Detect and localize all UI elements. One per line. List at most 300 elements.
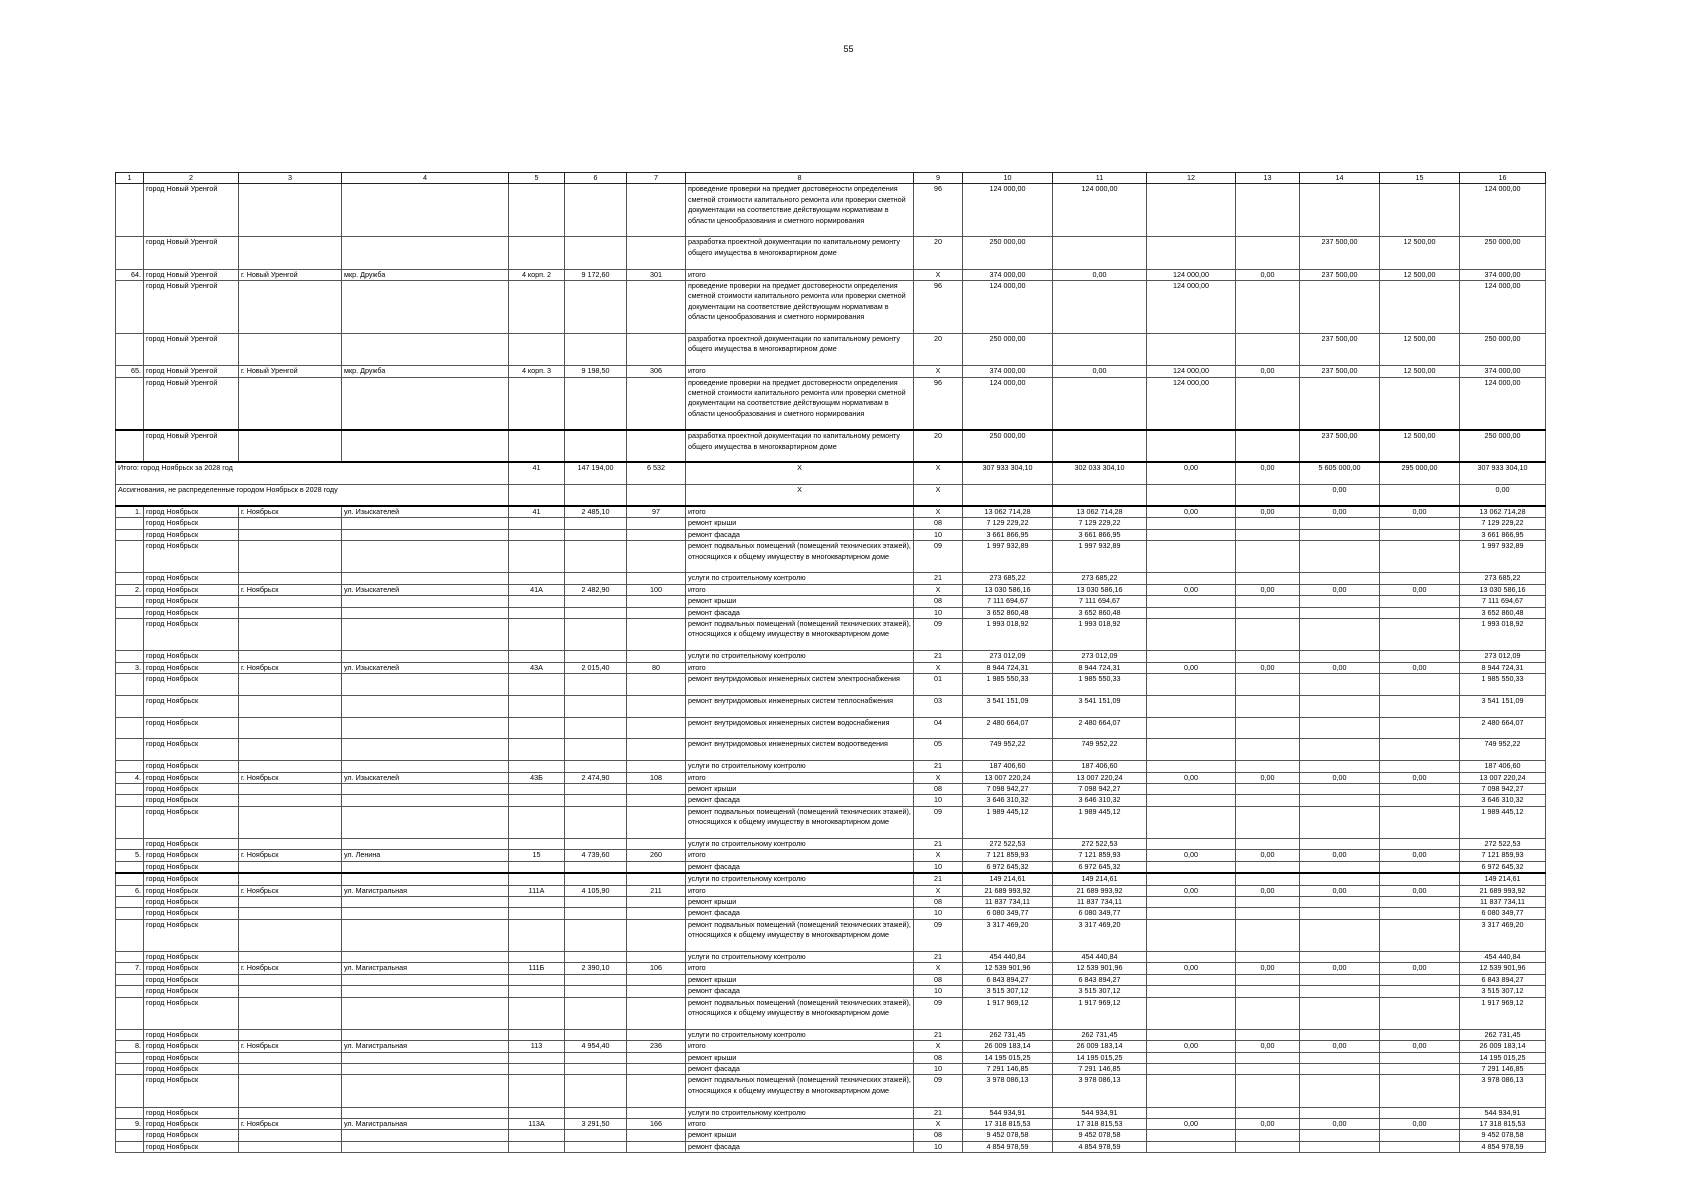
amount-cell [1300,873,1380,885]
amount-cell: 0,00 [1460,484,1546,506]
table-row [116,573,1546,584]
table-row [116,584,1546,595]
row-number [116,529,144,540]
work-type-cell: итого [686,584,914,595]
column-header: 6 [565,173,627,184]
amount-cell: 3 646 310,32 [1053,795,1147,806]
municipality-cell: город Ноябрьск [144,1075,239,1107]
street-cell: ул. Изыскателей [342,584,509,595]
amount-cell [1053,281,1147,334]
amount-cell [1236,795,1300,806]
row-number: 9. [116,1118,144,1129]
row-number: 5. [116,850,144,861]
amount-cell [1380,1141,1460,1152]
table-row [116,281,1546,334]
table-row [116,861,1546,873]
area-cell [565,430,627,462]
area-cell [565,896,627,907]
house-cell [509,334,565,366]
table-row [116,695,1546,717]
residents-cell [627,695,686,717]
street-cell: ул. Магистральная [342,963,509,974]
amount-cell [1300,596,1380,607]
amount-cell [1300,1075,1380,1107]
amount-cell: 0,00 [1147,963,1236,974]
table-row [116,1029,1546,1040]
work-type-cell: разработка проектной документации по капитальному ремонту общего имущества в многоквартирном доме [686,430,914,462]
amount-cell: 262 731,45 [1460,1029,1546,1040]
amount-cell: 13 007 220,24 [1053,772,1147,783]
amount-cell [963,484,1053,506]
amount-cell: 273 685,22 [963,573,1053,584]
amount-cell [1300,281,1380,334]
amount-cell: 262 731,45 [963,1029,1053,1040]
city-cell [239,1107,342,1118]
area-cell [565,281,627,334]
amount-cell: 124 000,00 [1460,281,1546,334]
work-type-cell: ремонт крыши [686,518,914,529]
amount-cell: 3 652 860,48 [1053,607,1147,618]
area-cell [565,1063,627,1074]
municipality-cell: город Ноябрьск [144,607,239,618]
amount-cell: 7 121 859,93 [963,850,1053,861]
amount-cell: 0,00 [1236,366,1300,377]
amount-cell [1380,607,1460,618]
house-cell [509,237,565,269]
amount-cell: 14 195 015,25 [1460,1052,1546,1063]
table-row [116,1041,1546,1052]
table-row [116,717,1546,739]
municipality-cell: город Ноябрьск [144,997,239,1029]
street-cell [342,430,509,462]
amount-cell: 11 837 734,11 [963,896,1053,907]
amount-cell [1147,695,1236,717]
street-cell [342,861,509,873]
amount-cell: 13 030 586,16 [1053,584,1147,595]
row-number [116,651,144,662]
area-cell [565,919,627,951]
residents-cell [627,607,686,618]
city-cell [239,1063,342,1074]
city-cell [239,518,342,529]
table-row [116,529,1546,540]
area-cell [565,673,627,695]
amount-cell: 3 317 469,20 [1460,919,1546,951]
amount-cell [1236,237,1300,269]
work-type-cell: ремонт внутридомовых инженерных систем водоснабжения [686,717,914,739]
work-type-cell: ремонт фасада [686,986,914,997]
amount-cell: 12 539 901,96 [1053,963,1147,974]
amount-cell [1147,739,1236,761]
table-row [116,607,1546,618]
amount-cell: 0,00 [1236,662,1300,673]
row-number [116,237,144,269]
amount-cell [1380,618,1460,650]
municipality-cell: город Ноябрьск [144,963,239,974]
amount-cell: 124 000,00 [963,281,1053,334]
street-cell [342,908,509,919]
area-cell [565,518,627,529]
work-code-cell: 10 [914,861,963,873]
amount-cell: 3 661 866,95 [1460,529,1546,540]
amount-cell [1380,806,1460,838]
area-cell [565,651,627,662]
amount-cell [1053,377,1147,430]
amount-cell [1147,541,1236,573]
work-code-cell: 21 [914,573,963,584]
amount-cell [1236,529,1300,540]
amount-cell: 149 214,61 [1053,873,1147,885]
amount-cell: 12 500,00 [1380,430,1460,462]
table-row [116,1107,1546,1118]
amount-cell [1300,1029,1380,1040]
amount-cell [1147,997,1236,1029]
street-cell [342,1107,509,1118]
amount-cell [1147,1130,1236,1141]
work-type-cell: услуги по строительному контролю [686,761,914,772]
amount-cell [1147,573,1236,584]
amount-cell: 1 989 445,12 [963,806,1053,838]
amount-cell: 124 000,00 [963,184,1053,237]
amount-cell [1380,908,1460,919]
amount-cell [1236,184,1300,237]
work-type-cell: ремонт фасада [686,1141,914,1152]
amount-cell [1300,896,1380,907]
work-code-cell: 09 [914,997,963,1029]
row-number [116,1029,144,1040]
amount-cell [1147,529,1236,540]
amount-cell [1147,986,1236,997]
amount-cell [1380,997,1460,1029]
amount-cell [1380,1052,1460,1063]
street-cell: ул. Магистральная [342,885,509,896]
amount-cell: 26 009 183,14 [1460,1041,1546,1052]
street-cell: мкр. Дружба [342,269,509,280]
row-number [116,761,144,772]
work-type-cell: ремонт крыши [686,1130,914,1141]
house-cell [509,618,565,650]
municipality-cell: город Ноябрьск [144,795,239,806]
work-type-cell: услуги по строительному контролю [686,573,914,584]
amount-cell [1300,529,1380,540]
amount-cell [1236,596,1300,607]
city-cell: г. Ноябрьск [239,662,342,673]
work-code-cell: 21 [914,1107,963,1118]
city-cell: г. Ноябрьск [239,1118,342,1129]
municipality-cell: город Новый Уренгой [144,237,239,269]
amount-cell: 0,00 [1147,1118,1236,1129]
amount-cell: 0,00 [1053,366,1147,377]
work-type-cell: Х [686,484,914,506]
amount-cell: 0,00 [1147,885,1236,896]
amount-cell: 17 318 815,53 [1460,1118,1546,1129]
amount-cell: 6 080 349,77 [963,908,1053,919]
table-row [116,795,1546,806]
municipality-cell: город Новый Уренгой [144,184,239,237]
amount-cell: 7 111 694,67 [1053,596,1147,607]
municipality-cell: город Ноябрьск [144,573,239,584]
street-cell [342,1052,509,1063]
row-number [116,919,144,951]
amount-cell: 11 837 734,11 [1053,896,1147,907]
residents-cell: 166 [627,1118,686,1129]
amount-cell [1236,484,1300,506]
table-row [116,662,1546,673]
area-cell [565,695,627,717]
amount-cell: 0,00 [1236,850,1300,861]
amount-cell: 2 480 664,07 [1460,717,1546,739]
residents-cell: 301 [627,269,686,280]
street-cell [342,739,509,761]
amount-cell: 0,00 [1236,462,1300,484]
street-cell [342,184,509,237]
column-header: 12 [1147,173,1236,184]
table-row [116,997,1546,1029]
amount-cell: 250 000,00 [1460,237,1546,269]
work-code-cell: 10 [914,908,963,919]
amount-cell: 6 843 894,27 [963,974,1053,985]
residents-cell: 306 [627,366,686,377]
work-code-cell: Х [914,850,963,861]
house-cell [509,974,565,985]
amount-cell: 544 934,91 [1460,1107,1546,1118]
house-cell [509,1075,565,1107]
work-type-cell: ремонт крыши [686,596,914,607]
city-cell [239,861,342,873]
work-code-cell: 21 [914,873,963,885]
amount-cell: 1 993 018,92 [1053,618,1147,650]
municipality-cell: город Новый Уренгой [144,269,239,280]
work-type-cell: ремонт крыши [686,896,914,907]
amount-cell: 2 480 664,07 [1053,717,1147,739]
table-row [116,963,1546,974]
amount-cell [1147,919,1236,951]
residents-cell [627,997,686,1029]
amount-cell [1300,974,1380,985]
house-cell [509,908,565,919]
house-cell: 4 корп. 3 [509,366,565,377]
table-row [116,908,1546,919]
residents-cell [627,484,686,506]
amount-cell: 1 989 445,12 [1053,806,1147,838]
amount-cell: 7 111 694,67 [1460,596,1546,607]
amount-cell [1236,1130,1300,1141]
city-cell [239,377,342,430]
area-cell [565,838,627,849]
house-cell [509,1130,565,1141]
amount-cell: 7 121 859,93 [1053,850,1147,861]
area-cell [565,1052,627,1063]
amount-cell [1380,873,1460,885]
amount-cell: 7 121 859,93 [1460,850,1546,861]
work-type-cell: итого [686,1118,914,1129]
street-cell: ул. Магистральная [342,1118,509,1129]
city-cell [239,838,342,849]
amount-cell: 262 731,45 [1053,1029,1147,1040]
amount-cell [1300,861,1380,873]
table-row [116,974,1546,985]
amount-cell: 187 406,60 [963,761,1053,772]
amount-cell: 14 195 015,25 [1053,1052,1147,1063]
amount-cell [1236,761,1300,772]
house-cell [509,795,565,806]
amount-cell [1053,430,1147,462]
amount-cell [1147,951,1236,962]
amount-cell [1236,919,1300,951]
amount-cell [1236,1029,1300,1040]
amount-cell [1236,541,1300,573]
amount-cell: 124 000,00 [1147,366,1236,377]
house-cell [509,651,565,662]
amount-cell: 8 944 724,31 [1460,662,1546,673]
amount-cell: 124 000,00 [1053,184,1147,237]
amount-cell [1380,529,1460,540]
street-cell [342,237,509,269]
residents-cell: 106 [627,963,686,974]
street-cell [342,1141,509,1152]
table-row [116,430,1546,462]
amount-cell: 1 985 550,33 [1053,673,1147,695]
house-cell [509,430,565,462]
residents-cell: 108 [627,772,686,783]
amount-cell: 4 854 978,59 [963,1141,1053,1152]
row-number: 64. [116,269,144,280]
municipality-cell: город Ноябрьск [144,1052,239,1063]
work-code-cell: Х [914,584,963,595]
work-code-cell: Х [914,506,963,518]
residents-cell: 260 [627,850,686,861]
amount-cell [1147,673,1236,695]
amount-cell: 302 033 304,10 [1053,462,1147,484]
row-number: 3. [116,662,144,673]
work-code-cell: 08 [914,1130,963,1141]
residents-cell: 211 [627,885,686,896]
residents-cell [627,541,686,573]
amount-cell: 7 098 942,27 [1460,783,1546,794]
street-cell [342,1075,509,1107]
table-row [116,237,1546,269]
street-cell [342,529,509,540]
amount-cell: 237 500,00 [1300,366,1380,377]
city-cell [239,334,342,366]
row-number [116,739,144,761]
municipality-cell: город Ноябрьск [144,806,239,838]
amount-cell: 13 030 586,16 [1460,584,1546,595]
amount-cell: 124 000,00 [1460,377,1546,430]
amount-cell [1236,1141,1300,1152]
row-number [116,1075,144,1107]
amount-cell [1300,1063,1380,1074]
area-cell: 2 474,90 [565,772,627,783]
row-number [116,673,144,695]
area-cell: 4 739,60 [565,850,627,861]
amount-cell: 26 009 183,14 [1053,1041,1147,1052]
row-number: 4. [116,772,144,783]
table-body [116,173,1546,1153]
amount-cell [1236,861,1300,873]
amount-cell: 0,00 [1147,584,1236,595]
amount-cell [1236,997,1300,1029]
area-cell: 4 105,90 [565,885,627,896]
amount-cell [1147,651,1236,662]
city-cell: г. Новый Уренгой [239,366,342,377]
work-type-cell: итого [686,963,914,974]
amount-cell [1236,1063,1300,1074]
house-cell [509,1063,565,1074]
house-cell [509,184,565,237]
column-header: 11 [1053,173,1147,184]
amount-cell [1236,673,1300,695]
table-row [116,596,1546,607]
street-cell: ул. Изыскателей [342,662,509,673]
row-number [116,518,144,529]
amount-cell [1236,618,1300,650]
amount-cell: 6 080 349,77 [1460,908,1546,919]
amount-cell: 187 406,60 [1053,761,1147,772]
row-number [116,873,144,885]
amount-cell [1300,795,1380,806]
amount-cell: 307 933 304,10 [1460,462,1546,484]
work-code-cell: 10 [914,1141,963,1152]
municipality-cell: город Ноябрьск [144,529,239,540]
work-type-cell: услуги по строительному контролю [686,1107,914,1118]
amount-cell: 12 500,00 [1380,334,1460,366]
amount-cell [1300,951,1380,962]
amount-cell [1300,1052,1380,1063]
city-cell [239,430,342,462]
work-code-cell: Х [914,885,963,896]
street-cell [342,695,509,717]
street-cell [342,919,509,951]
residents-cell [627,281,686,334]
area-cell [565,596,627,607]
amount-cell [1380,695,1460,717]
street-cell [342,951,509,962]
area-cell [565,951,627,962]
house-cell [509,541,565,573]
table-row [116,377,1546,430]
amount-cell: 1 993 018,92 [1460,618,1546,650]
amount-cell [1380,783,1460,794]
city-cell [239,717,342,739]
column-header: 4 [342,173,509,184]
work-code-cell: 09 [914,618,963,650]
work-code-cell: Х [914,1118,963,1129]
amount-cell [1300,997,1380,1029]
residents-cell: 80 [627,662,686,673]
amount-cell [1236,739,1300,761]
area-cell [565,1107,627,1118]
residents-cell [627,861,686,873]
amount-cell: 3 646 310,32 [1460,795,1546,806]
work-code-cell: 10 [914,529,963,540]
amount-cell [1147,334,1236,366]
table-row [116,772,1546,783]
residents-cell [627,518,686,529]
amount-cell [1147,974,1236,985]
table-row [116,896,1546,907]
amount-cell [1147,861,1236,873]
residents-cell [627,1075,686,1107]
amount-cell: 544 934,91 [1053,1107,1147,1118]
amount-cell: 13 062 714,28 [963,506,1053,518]
amount-cell [1147,596,1236,607]
header-row [116,173,1546,184]
amount-cell: 0,00 [1147,772,1236,783]
amount-cell: 13 007 220,24 [1460,772,1546,783]
municipality-cell: город Ноябрьск [144,584,239,595]
work-code-cell: Х [914,366,963,377]
